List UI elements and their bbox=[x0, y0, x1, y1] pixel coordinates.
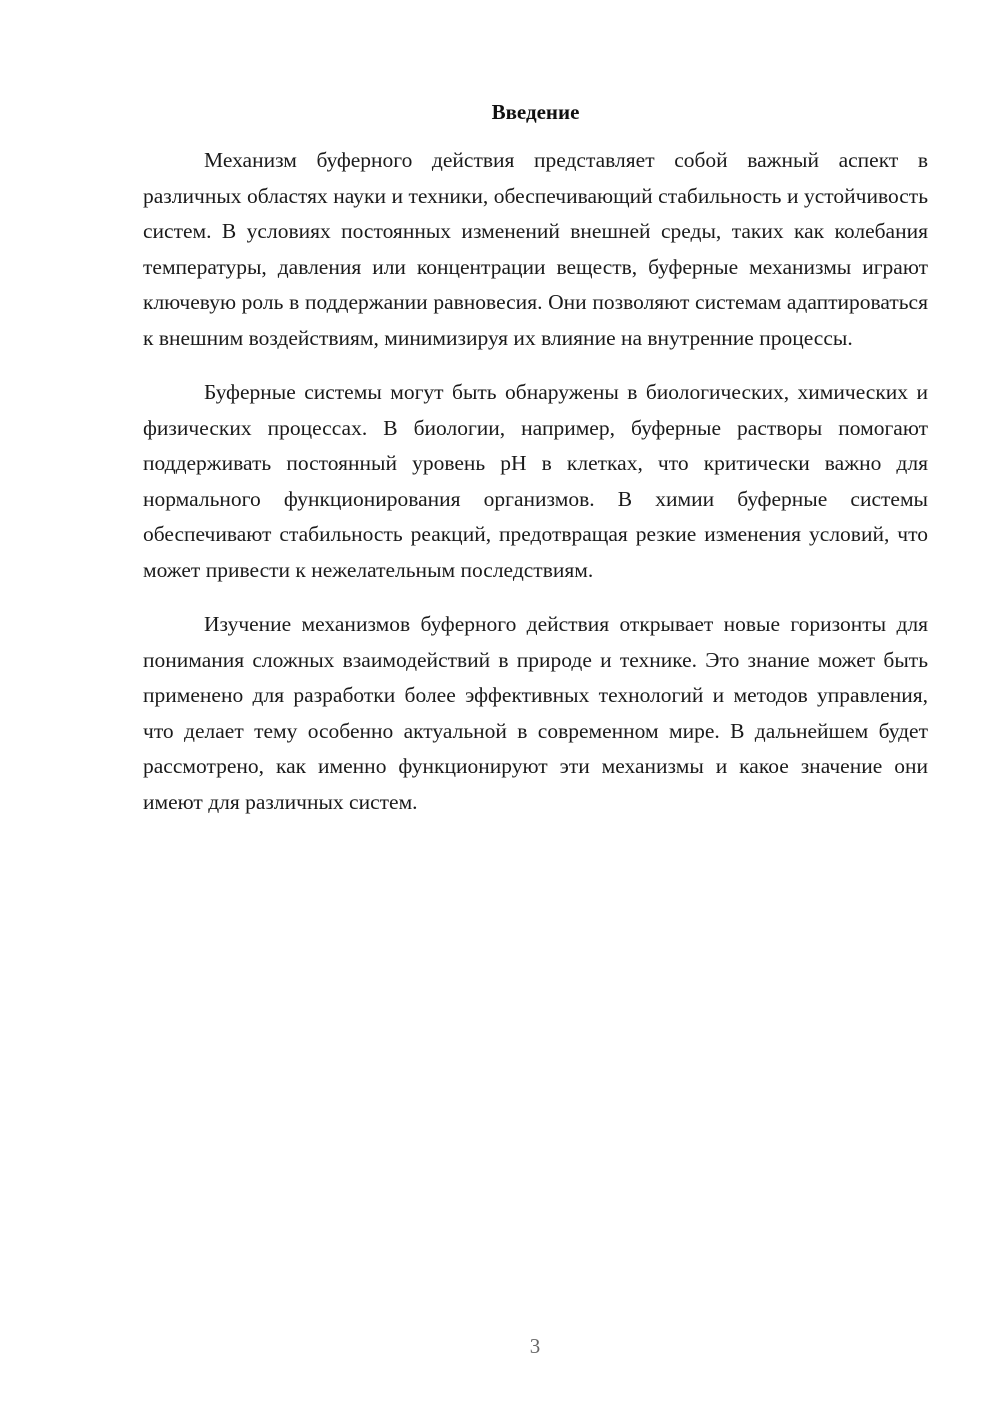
section-heading: Введение bbox=[491, 100, 580, 124]
paragraph-1: Механизм буферного действия представляет собой важный аспект в различных областях науки и техники, обеспечивающий стабильность и устойчивость систем. В условиях постоянных изменений внешней среды, таких как колебания температуры, давления или концентрации веществ, буферные механизмы играют ключевую роль в поддержании равновесия. Они позволяют системам адаптироваться к внешним воздействиям, минимизируя их влияние на внутренние процессы. bbox=[143, 148, 928, 350]
paragraph-3: Изучение механизмов буферного действия открывает новые горизонты для понимания сложных взаимодействий в природе и технике. Это знание может быть применено для разработки более эффективных технологий и методов управления, что делает тему особенно актуальной в современном мире. В дальнейшем будет рассмотрено, как именно функционируют эти механизмы и какое значение они имеют для различных систем. bbox=[143, 612, 928, 814]
paragraph-2: Буферные системы могут быть обнаружены в биологических, химических и физических процессах. В биологии, например, буферные растворы помогают поддерживать постоянный уровень pH в клетках, что критически важно для нормального функционирования организмов. В химии буферные системы обеспечивают стабильность реакций, предотвращая резкие изменения условий, что может привести к нежелательным последствиям. bbox=[143, 380, 928, 582]
body-text bbox=[143, 143, 928, 839]
page-number: 3 bbox=[529, 1334, 541, 1358]
